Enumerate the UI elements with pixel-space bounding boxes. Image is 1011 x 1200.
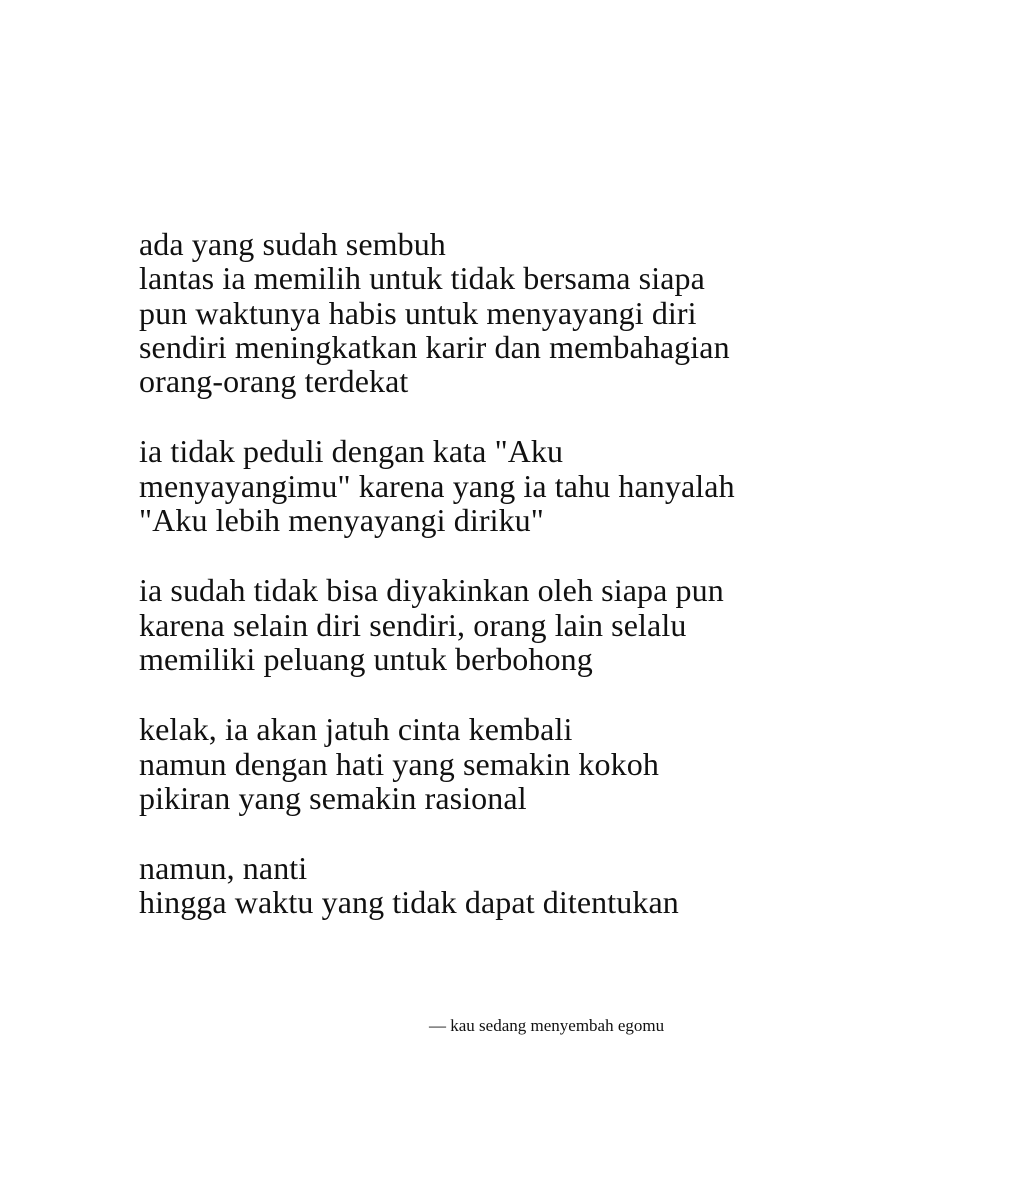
stanza-3 — [139, 573, 899, 676]
poem-line: lantas ia memilih untuk tidak bersama siapa — [139, 260, 705, 297]
poem-line: pikiran yang semakin rasional — [139, 779, 527, 816]
poem-line: hingga waktu yang tidak dapat ditentukan — [139, 884, 679, 921]
stanza-5 — [139, 851, 899, 920]
poem-line: ia tidak peduli dengan kata "Aku — [139, 433, 564, 470]
stanza-4 — [139, 712, 899, 815]
signature: — kau sedang menyembah egomu — [429, 1016, 665, 1035]
poem-line: "Aku lebih menyayangi diriku" — [139, 502, 544, 539]
poem-line: namun, nanti — [139, 850, 308, 887]
poem-line: pun waktunya habis untuk menyayangi diri — [139, 294, 697, 331]
poem-line: orang-orang terdekat — [139, 363, 409, 400]
poem-line: karena selain diri sendiri, orang lain selalu — [139, 606, 687, 643]
stanza-1 — [139, 227, 899, 398]
poem-line: namun dengan hati yang semakin kokoh — [139, 745, 659, 782]
poem — [139, 227, 899, 956]
poem-line: sendiri meningkatkan karir dan membahagian — [139, 328, 730, 365]
poem-line: kelak, ia akan jatuh cinta kembali — [139, 711, 573, 748]
poem-line: ada yang sudah sembuh — [139, 226, 446, 262]
stanza-2 — [139, 434, 899, 537]
poem-line: menyayangimu" karena yang ia tahu hanyalah — [139, 467, 735, 504]
poem-line: ia sudah tidak bisa diyakinkan oleh siapa pun — [139, 572, 724, 609]
poem-line: memiliki peluang untuk berbohong — [139, 640, 593, 677]
